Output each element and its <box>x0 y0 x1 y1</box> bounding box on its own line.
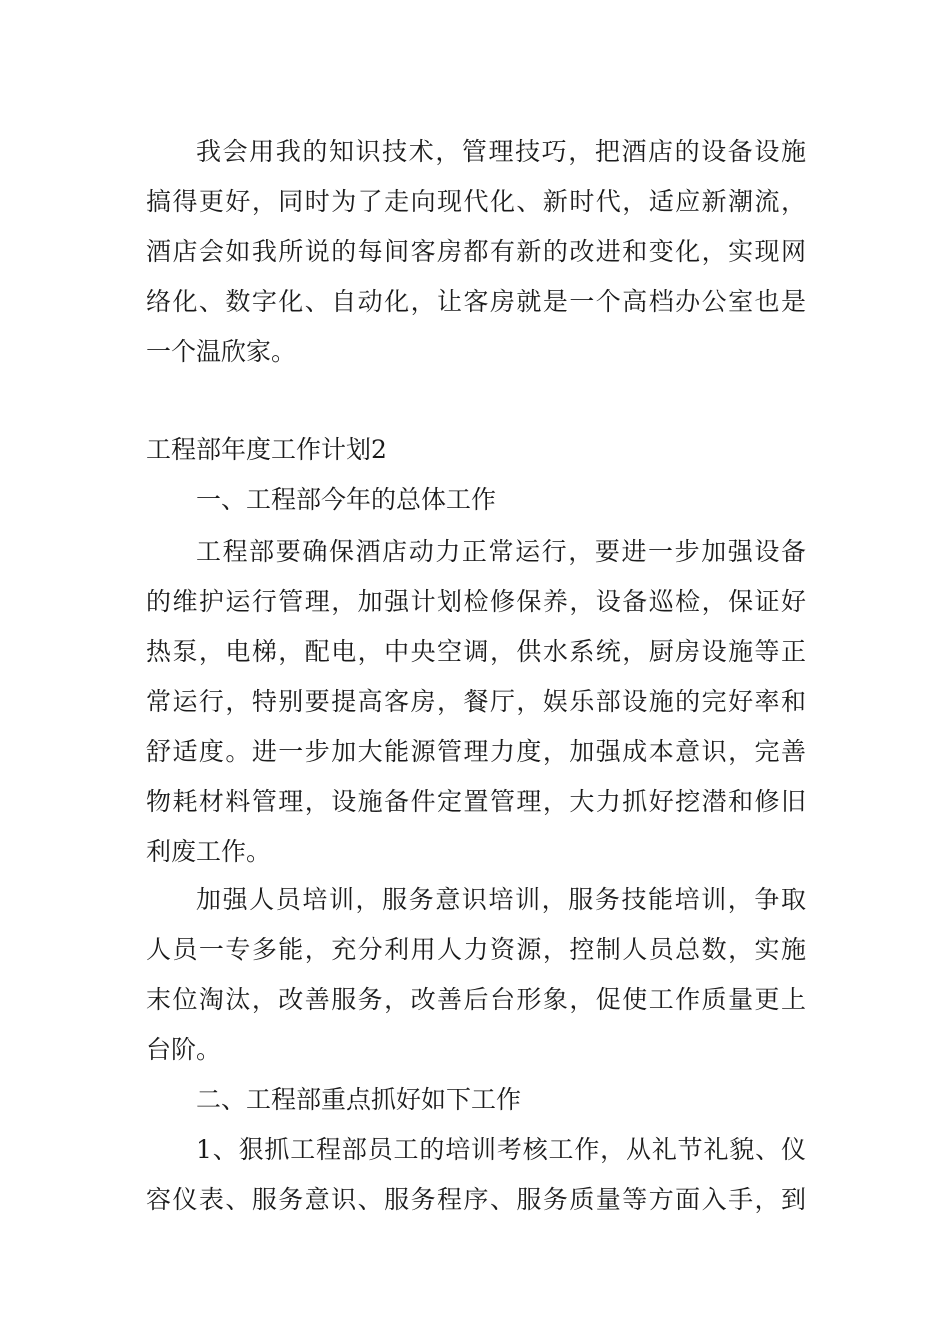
paragraph-5-line-2: 人员一专多能，充分利用人力资源，控制人员总数，实施 <box>146 935 806 964</box>
paragraph-5-line-4: 台阶。 <box>146 1035 222 1064</box>
paragraph-7-line-1: 1、狠抓工程部员工的培训考核工作，从礼节礼貌、仪 <box>196 1135 806 1164</box>
paragraph-1-line-5: 一个温欣家。 <box>146 337 297 366</box>
subheading-one: 一、工程部今年的总体工作 <box>196 485 497 514</box>
paragraph-4-line-1: 工程部要确保酒店动力正常运行，要进一步加强设备 <box>196 537 806 566</box>
paragraph-7-line-2: 容仪表、服务意识、服务程序、服务质量等方面入手，到 <box>146 1185 806 1214</box>
paragraph-5-line-1: 加强人员培训，服务意识培训，服务技能培训，争取 <box>196 885 806 914</box>
paragraph-4-line-3: 热泵，电梯，配电，中央空调，供水系统，厨房设施等正 <box>146 637 806 666</box>
subheading-two: 二、工程部重点抓好如下工作 <box>196 1085 522 1114</box>
paragraph-1-line-1: 我会用我的知识技术，管理技巧，把酒店的设备设施 <box>196 137 806 166</box>
paragraph-4-line-6: 物耗材料管理，设施备件定置管理，大力抓好挖潜和修旧 <box>146 787 806 816</box>
section-heading: 工程部年度工作计划2 <box>146 435 387 464</box>
paragraph-4-line-2: 的维护运行管理，加强计划检修保养，设备巡检，保证好 <box>146 587 806 616</box>
paragraph-4-line-4: 常运行，特别要提高客房，餐厅，娱乐部设施的完好率和 <box>146 687 806 716</box>
paragraph-1-line-3: 酒店会如我所说的每间客房都有新的改进和变化，实现网 <box>146 237 806 266</box>
paragraph-4-line-5: 舒适度。进一步加大能源管理力度，加强成本意识，完善 <box>146 737 806 766</box>
paragraph-1-line-2: 搞得更好，同时为了走向现代化、新时代，适应新潮流， <box>146 187 806 216</box>
paragraph-4-line-7: 利废工作。 <box>146 837 272 866</box>
paragraph-1-line-4: 络化、数字化、自动化，让客房就是一个高档办公室也是 <box>146 287 806 316</box>
paragraph-5-line-3: 末位淘汰，改善服务，改善后台形象，促使工作质量更上 <box>146 985 806 1014</box>
